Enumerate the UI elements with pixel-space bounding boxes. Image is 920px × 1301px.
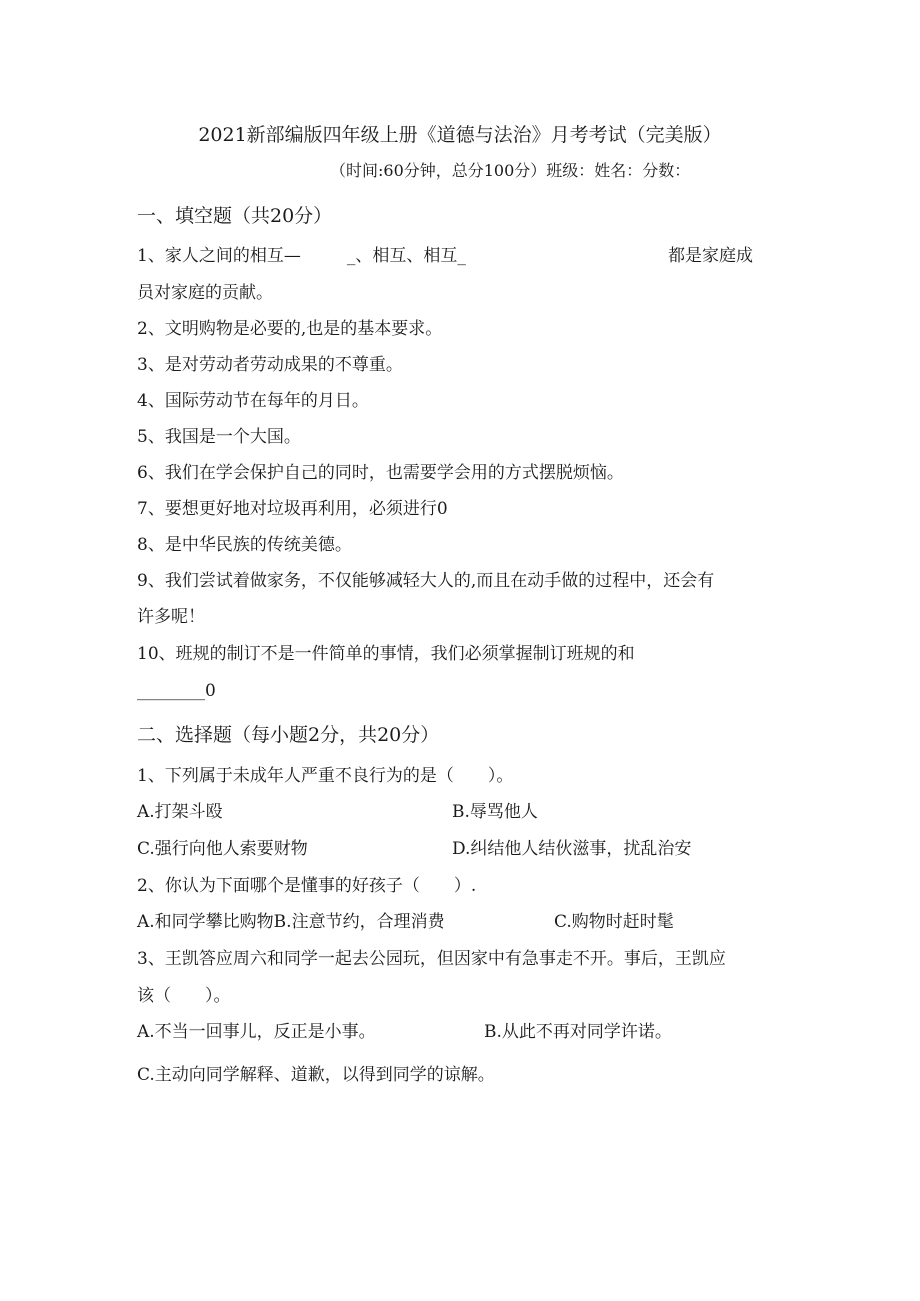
question-8: 8、是中华民族的传统美德。 (137, 535, 352, 555)
exam-subtitle: （时间:60分钟，总分100分）班级：姓名：分数： (330, 161, 691, 180)
question-3: 3、是对劳动者劳动成果的不尊重。 (137, 355, 403, 375)
question-9-line-1: 9、我们尝试着做家务，不仅能够减轻大人的,而且在动手做的过程中，还会有 (137, 571, 715, 591)
mc-question-3-line-1: 3、王凯答应周六和同学一起去公园玩，但因家中有急事走不开。事后，王凯应 (137, 949, 726, 969)
mc-question-1-option-b: B.辱骂他人 (452, 802, 538, 822)
section-heading-multiple-choice: 二、选择题（每小题2分，共20分） (137, 724, 440, 746)
question-2: 2、文明购物是必要的,也是的基本要求。 (137, 319, 443, 339)
question-7: 7、要想更好地对垃圾再利用，必须进行0 (137, 499, 448, 519)
question-1-part-1: 1、家人之间的相互— (137, 246, 301, 266)
question-6: 6、我们在学会保护自己的同时，也需要学会用的方式摆脱烦恼。 (137, 463, 624, 483)
question-1-line-2: 员对家庭的贡献。 (137, 283, 273, 303)
mc-question-2-options-ab: A.和同学攀比购物B.注意节约，合理消费 (137, 912, 445, 932)
question-10-line-1: 10、班规的制订不是一件简单的事情，我们必须掌握制订班规的和 (137, 644, 635, 664)
question-5: 5、我国是一个大国。 (137, 427, 301, 447)
question-9-line-2: 许多呢！ (137, 607, 205, 627)
mc-question-1: 1、下列属于未成年人严重不良行为的是（ ）。 (137, 766, 514, 786)
mc-question-3-option-b: B.从此不再对同学许诺。 (484, 1022, 672, 1042)
mc-question-2-option-c: C.购物时赶时髦 (554, 912, 674, 932)
question-4: 4、国际劳动节在每年的月日。 (137, 391, 369, 411)
mc-question-3-line-2: 该（ ）。 (137, 986, 231, 1006)
mc-question-2: 2、你认为下面哪个是懂事的好孩子（ ）. (137, 876, 477, 896)
mc-question-1-option-c: C.强行向他人索要财物 (137, 839, 308, 859)
question-1-part-3: 都是家庭成 (668, 246, 753, 266)
section-heading-fill-blank: 一、填空题（共20分） (137, 205, 333, 227)
mc-question-1-option-a: A.打架斗殴 (137, 802, 223, 822)
question-10-line-2: ________0 (137, 681, 216, 701)
mc-question-3-option-c: C.主动向同学解释、道歉，以得到同学的谅解。 (137, 1065, 495, 1085)
exam-title: 2021新部编版四年级上册《道德与法治》月考考试（完美版） (198, 124, 722, 146)
question-1-line-1 (137, 245, 466, 267)
question-1-part-2: _、相互、相互_ (346, 246, 466, 266)
mc-question-3-option-a: A.不当一回事儿，反正是小事。 (137, 1022, 376, 1042)
mc-question-1-option-d: D.纠结他人结伙滋事，扰乱治安 (452, 839, 692, 859)
